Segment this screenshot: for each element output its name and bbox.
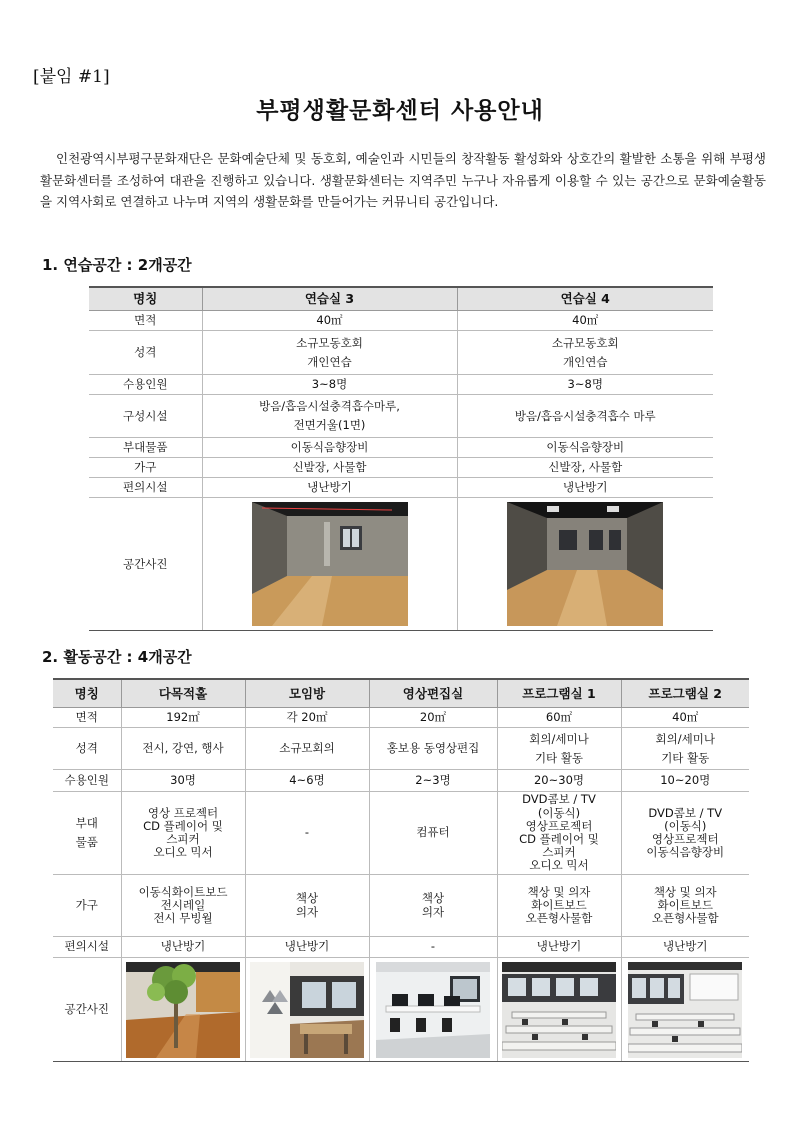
cell: 신발장, 사물함 [457, 458, 713, 478]
cell: 192㎡ [121, 708, 245, 728]
table-row [89, 331, 713, 375]
table-header-row [53, 679, 749, 708]
cell: 2~3명 [369, 770, 497, 792]
cell: 신발장, 사물함 [202, 458, 457, 478]
table-header-row [89, 287, 713, 311]
row-label: 가구 [53, 875, 121, 937]
cell: 이동식음향장비 [202, 438, 457, 458]
cell: 홍보용 동영상편집 [369, 728, 497, 770]
row-label: 구성시설 [89, 395, 202, 438]
cell: 책상 의자 [245, 875, 369, 937]
table-row-photos [53, 958, 749, 1062]
cell: 40㎡ [621, 708, 749, 728]
cell: 방음/흡음시설충격흡수 마루 [457, 395, 713, 438]
row-label: 부대 물품 [53, 792, 121, 875]
meeting-room-photo [250, 962, 364, 1058]
section1-heading: 1. 연습공간 : 2개공간 [42, 256, 192, 274]
cell: 회의/세미나 기타 활동 [497, 728, 621, 770]
cell: 소규모회의 [245, 728, 369, 770]
cell: 이동식화이트보드 전시레일 전시 무빙월 [121, 875, 245, 937]
row-label: 편의시설 [53, 937, 121, 958]
row-label: 면적 [89, 311, 202, 331]
video-editing-room-photo [376, 962, 490, 1058]
table-row [89, 458, 713, 478]
table-row [53, 875, 749, 937]
multipurpose-hall-photo [126, 962, 240, 1058]
header-video-editing-room: 영상편집실 [369, 679, 497, 708]
photo-cell [497, 958, 621, 1062]
cell: 냉난방기 [457, 478, 713, 498]
table-row [53, 792, 749, 875]
table-row [89, 478, 713, 498]
cell: - [245, 792, 369, 875]
practice-room-3-photo [252, 502, 408, 626]
cell: 4~6명 [245, 770, 369, 792]
cell: 냉난방기 [121, 937, 245, 958]
header-name: 명칭 [53, 679, 121, 708]
row-label: 면적 [53, 708, 121, 728]
cell: 30명 [121, 770, 245, 792]
cell: 소규모동호회 개인연습 [202, 331, 457, 375]
row-label: 수용인원 [53, 770, 121, 792]
cell: 3~8명 [457, 375, 713, 395]
table-row [53, 937, 749, 958]
cell: 컴퓨터 [369, 792, 497, 875]
row-label: 가구 [89, 458, 202, 478]
cell: 40㎡ [457, 311, 713, 331]
activity-space-table [53, 678, 749, 1062]
cell: 냉난방기 [245, 937, 369, 958]
attachment-label: [붙임 #1] [33, 67, 110, 87]
table-row [89, 438, 713, 458]
header-program-room-1: 프로그램실 1 [497, 679, 621, 708]
cell: DVD콤보 / TV (이동식) 영상프로젝터 CD 플레이어 및 스피커 오디오 믹서 [497, 792, 621, 875]
section2-heading: 2. 활동공간 : 4개공간 [42, 648, 192, 666]
row-label: 수용인원 [89, 375, 202, 395]
cell: 소규모동호회 개인연습 [457, 331, 713, 375]
table-row [53, 708, 749, 728]
photo-cell [369, 958, 497, 1062]
cell: 10~20명 [621, 770, 749, 792]
cell: 회의/세미나 기타 활동 [621, 728, 749, 770]
header-room4: 연습실 4 [457, 287, 713, 311]
cell: 20㎡ [369, 708, 497, 728]
cell: 냉난방기 [621, 937, 749, 958]
cell: - [369, 937, 497, 958]
photo-cell [245, 958, 369, 1062]
row-label: 편의시설 [89, 478, 202, 498]
row-label: 성격 [53, 728, 121, 770]
practice-room-4-photo [507, 502, 663, 626]
header-name: 명칭 [89, 287, 202, 311]
cell: 냉난방기 [202, 478, 457, 498]
page-title: 부평생활문화센터 사용안내 [256, 98, 544, 124]
table-row [53, 728, 749, 770]
photo-cell [621, 958, 749, 1062]
table-row [53, 770, 749, 792]
photo-cell [202, 498, 457, 631]
header-multipurpose-hall: 다목적홀 [121, 679, 245, 708]
header-program-room-2: 프로그램실 2 [621, 679, 749, 708]
row-label: 성격 [89, 331, 202, 375]
row-label: 공간사진 [89, 498, 202, 631]
cell: 책상 의자 [369, 875, 497, 937]
cell: 20~30명 [497, 770, 621, 792]
row-label: 부대물품 [89, 438, 202, 458]
header-room3: 연습실 3 [202, 287, 457, 311]
row-label: 공간사진 [53, 958, 121, 1062]
cell: 이동식음향장비 [457, 438, 713, 458]
program-room-1-photo [502, 962, 616, 1058]
header-meeting-room: 모임방 [245, 679, 369, 708]
cell: 냉난방기 [497, 937, 621, 958]
program-room-2-photo [628, 962, 742, 1058]
cell: DVD콤보 / TV (이동식) 영상프로젝터 이동식음향장비 [621, 792, 749, 875]
cell: 3~8명 [202, 375, 457, 395]
table-row-photos [89, 498, 713, 631]
cell: 책상 및 의자 화이트보드 오픈형사물함 [497, 875, 621, 937]
photo-cell [121, 958, 245, 1062]
cell: 책상 및 의자 화이트보드 오픈형사물함 [621, 875, 749, 937]
cell: 영상 프로젝터 CD 플레이어 및 스피커 오디오 믹서 [121, 792, 245, 875]
cell: 방음/흡음시설충격흡수마루, 전면거울(1면) [202, 395, 457, 438]
photo-cell [457, 498, 713, 631]
intro-paragraph: 인천광역시부평구문화재단은 문화예술단체 및 동호회, 예술인과 시민들의 창작활동 활성화와 상호간의 활발한 소통을 위해 부평생활문화센터를 조성하여 대관을 진행하고 있습니다. 생활문화센터는 지역주민 누구나 자유롭게 이용할 수 있는 공간으로 문화예술활동을 지역사회로 연결하고 나누며 지역의 생활문화를 만들어가는 커뮤니티 공간입니다. [40, 151, 766, 209]
cell: 각 20㎡ [245, 708, 369, 728]
cell: 40㎡ [202, 311, 457, 331]
table-row [89, 395, 713, 438]
practice-space-table [89, 286, 713, 631]
cell: 전시, 강연, 행사 [121, 728, 245, 770]
cell: 60㎡ [497, 708, 621, 728]
table-row [89, 375, 713, 395]
table-row [89, 311, 713, 331]
